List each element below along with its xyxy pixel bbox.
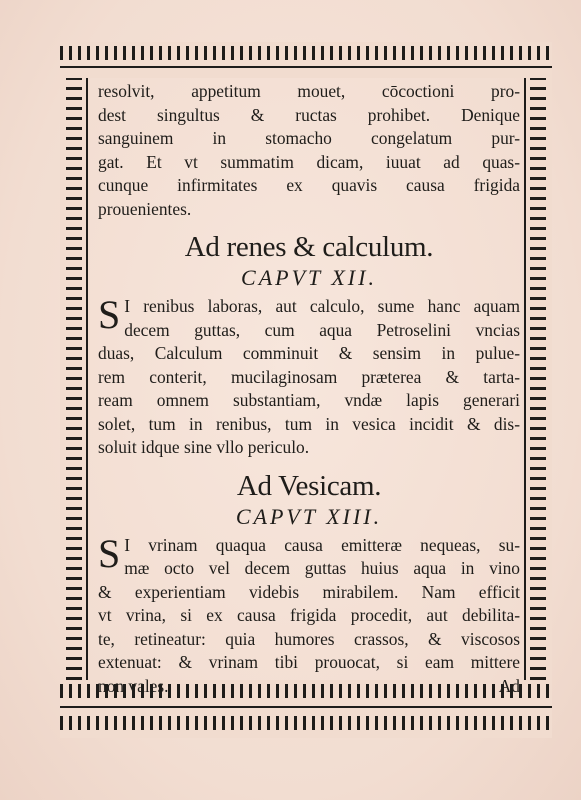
ornamental-border-left: [60, 78, 90, 680]
drop-capital: S: [98, 530, 121, 576]
section-heading: Ad renes & calculum.: [184, 231, 434, 263]
text-line: I vrinam quaqua causa emitteræ nequeas, su-: [124, 534, 520, 555]
text-line-with-catchword: [98, 675, 520, 699]
text-line: soluit idque sine vllo periculo.: [98, 437, 310, 457]
text-line: gat. Et vt summatim dicam, iuuat ad quas-: [98, 151, 520, 172]
ornamental-border-top: [60, 42, 552, 78]
text-line: solet, tum in renibus, tum in vesica incidit & dis-: [98, 413, 520, 434]
text-line: duas, Calculum comminuit & sensim in puluе-: [98, 343, 520, 363]
text-line: rem conterit, mucilaginosam præterea & tarta-: [98, 366, 520, 387]
intro-paragraph: [98, 80, 520, 221]
catchword: Ad: [498, 675, 520, 696]
text-line: & experientiam videbis mirabilem. Nam efficit: [98, 581, 520, 602]
text-line: extenuat: & vrinam tibi prouocat, si eam mittere: [98, 652, 520, 672]
chapter-paragraph: [98, 530, 520, 699]
section-heading: Ad Vesicam.: [236, 469, 382, 502]
text-line: te, retineatur: quia humores crassos, & viscosos: [98, 628, 520, 649]
ornamental-border-right: [522, 78, 552, 680]
text-line: dest singultus & ructas prohibet. Denique: [98, 104, 520, 125]
text-line: cunque infirmitates ex quavis causa frigida: [98, 175, 520, 195]
text-line: mæ octo vel decem guttas huius aqua in vino: [124, 558, 520, 578]
text-line: vt vrina, si ex causa frigida procedit, aut debilita-: [98, 605, 520, 625]
chapter-label: CAPVT XIII.: [235, 503, 383, 529]
text-line: sanguinem in stomacho congelatum pur-: [98, 128, 520, 148]
chapter-label: CAPVT XII.: [241, 265, 377, 290]
drop-capital: S: [98, 292, 121, 337]
text-line: I renibus laboras, aut calculo, sume hanc aquam: [124, 296, 520, 316]
page-text: [98, 80, 520, 698]
text-fragment: non vales.: [98, 675, 169, 696]
text-line: ream omnem substantiam, vndæ lapis generari: [98, 390, 520, 410]
text-line: decem guttas, cum aqua Petroselini vncias: [124, 319, 520, 340]
text-line: resolvit, appetitum mouet, cōcoctioni pro-: [98, 81, 520, 101]
chapter-paragraph: [98, 292, 520, 460]
text-line: prouenientes.: [98, 198, 192, 219]
